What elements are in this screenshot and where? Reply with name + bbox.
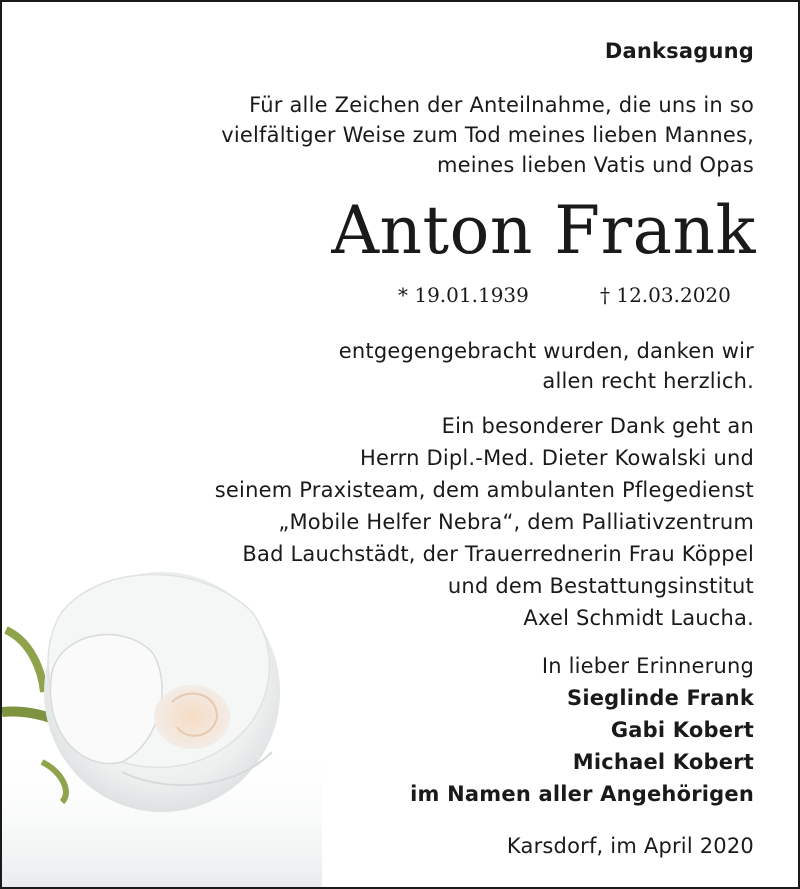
intro-line-1: Für alle Zeichen der Anteilnahme, die uns in so: [249, 93, 754, 117]
deceased-name: Anton Frank: [331, 192, 756, 269]
signature-name-1: Sieglinde Frank: [567, 686, 754, 710]
signature-name-2: Gabi Kobert: [610, 718, 754, 742]
special-thanks-line-4: „Mobile Helfer Nebra“, dem Palliativzentrum: [278, 510, 754, 534]
signature-name-4: im Namen aller Angehörigen: [410, 782, 754, 806]
special-thanks-line-3: seinem Praxisteam, dem ambulanten Pflegedienst: [214, 478, 754, 502]
signature-name-3: Michael Kobert: [572, 750, 754, 774]
heading-danksagung: Danksagung: [604, 39, 754, 63]
white-rose-icon: [2, 542, 322, 887]
special-thanks-line-6: und dem Bestattungsinstitut: [447, 574, 754, 598]
thanks-line-1: entgegengebracht wurden, danken wir: [338, 339, 754, 363]
thanks-line-2: allen recht herzlich.: [542, 369, 754, 393]
death-date: † 12.03.2020: [600, 283, 731, 307]
special-thanks-line-1: Ein besonderer Dank geht an: [441, 414, 754, 438]
special-thanks-line-5: Bad Lauchstädt, der Trauerrednerin Frau Köppel: [242, 542, 754, 566]
special-thanks-line-7: Axel Schmidt Laucha.: [523, 606, 754, 630]
special-thanks-line-2: Herrn Dipl.-Med. Dieter Kowalski und: [360, 446, 754, 470]
place-date: Karsdorf, im April 2020: [506, 834, 754, 858]
signature-closing: In lieber Erinnerung: [541, 654, 754, 678]
birth-date: * 19.01.1939: [398, 283, 529, 307]
intro-line-3: meines lieben Vatis und Opas: [436, 153, 754, 177]
intro-line-2: vielfältiger Weise zum Tod meines lieben Mannes,: [221, 123, 754, 147]
